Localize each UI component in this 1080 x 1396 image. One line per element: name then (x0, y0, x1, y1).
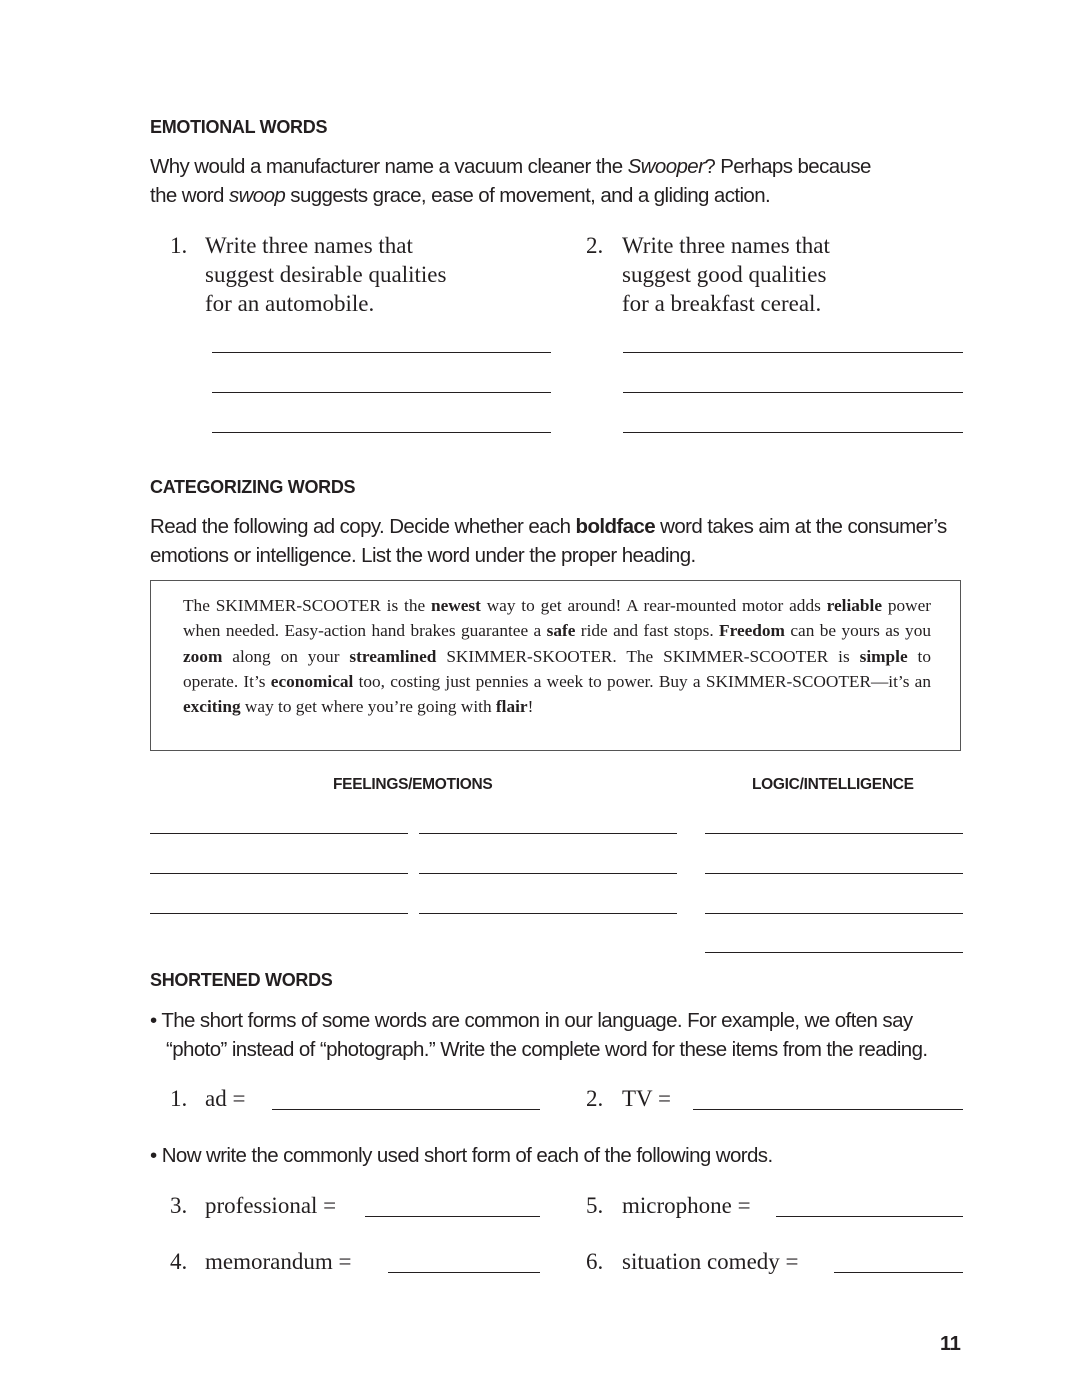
ad-boldface-word: flair (495, 697, 528, 717)
feelings-answer-line[interactable] (150, 833, 408, 834)
prompt-line: for a breakfast cereal. (622, 291, 822, 316)
intro-italic: Swooper (627, 155, 705, 178)
item-number: 2. (586, 233, 604, 258)
item-number: 1. (170, 1086, 188, 1111)
intro-text: Why would a manufacturer name a vacuum cleaner the (150, 155, 628, 178)
prompt-line: suggest good qualities (622, 262, 827, 287)
page-number: 11 (940, 1333, 961, 1355)
ad-text: SKIMMER-SKOOTER. The SKIMMER-SCOOTER is (436, 646, 860, 666)
item-number: 2. (586, 1086, 604, 1111)
categorizing-intro (150, 512, 980, 570)
prompt-line: Write three names that (622, 233, 830, 258)
ad-text: ride and fast stops. (575, 621, 720, 641)
ad-boldface-word: exciting (183, 697, 241, 717)
item-label: memorandum = (205, 1249, 352, 1274)
intro-text: word takes aim at the consumer’s (655, 515, 947, 538)
item-label: situation comedy = (622, 1249, 799, 1274)
ad-text: ! (527, 697, 534, 717)
prompt-line: suggest desirable qualities (205, 262, 447, 287)
item-label: TV = (622, 1086, 671, 1111)
intro-text: emotions or intelligence. List the word under the proper heading. (150, 544, 696, 567)
feelings-answer-line[interactable] (419, 913, 677, 914)
ad-boldface-word: newest (430, 596, 481, 615)
bullet-icon: • (150, 1144, 157, 1167)
bullet-text: Now write the commonly used short form of each of the following words. (161, 1144, 773, 1167)
ad-text: along on your (222, 646, 350, 666)
item-number: 4. (170, 1249, 188, 1274)
item-label: professional = (205, 1193, 337, 1218)
answer-line[interactable] (212, 352, 551, 353)
ad-text: to operate. It’s (183, 646, 931, 691)
ad-text: can be yours as you (784, 621, 931, 641)
ad-copy-text (183, 593, 931, 719)
section-heading-categorizing: CATEGORIZING WORDS (150, 477, 356, 497)
answer-line[interactable] (212, 392, 551, 393)
answer-line-ad[interactable] (272, 1109, 540, 1110)
ad-text: The SKIMMER-SCOOTER is the (183, 596, 431, 615)
ad-text: way to get around! A rear-mounted motor adds (480, 596, 827, 615)
item-number: 6. (586, 1249, 604, 1274)
answer-line-tv[interactable] (693, 1109, 963, 1110)
answer-line[interactable] (623, 432, 963, 433)
item-number: 3. (170, 1193, 188, 1218)
logic-answer-line[interactable] (705, 873, 963, 874)
intro-text: Read the following ad copy. Decide whether each (150, 515, 576, 538)
answer-line-professional[interactable] (365, 1216, 540, 1217)
logic-answer-line[interactable] (705, 913, 963, 914)
intro-bold: boldface (575, 515, 656, 538)
prompt-line: for an automobile. (205, 291, 375, 316)
ad-text: too, costing just pennies a week to power. Buy a SKIMMER-SCOOTER—it’s an (353, 671, 931, 691)
feelings-answer-line[interactable] (150, 913, 408, 914)
answer-line-memorandum[interactable] (388, 1272, 540, 1273)
column-heading-feelings: FEELINGS/EMOTIONS (333, 776, 493, 793)
ad-boldface-word: Freedom (719, 621, 785, 641)
intro-text: ? Perhaps because (704, 155, 871, 178)
answer-line[interactable] (623, 392, 963, 393)
item-number: 1. (170, 233, 188, 258)
item-label: microphone = (622, 1193, 751, 1218)
answer-line-microphone[interactable] (776, 1216, 963, 1217)
prompt-automobile (205, 231, 446, 318)
bullet-text: “photo” instead of “photograph.” Write the complete word for these items from the reading. (166, 1038, 928, 1061)
logic-answer-line[interactable] (705, 952, 963, 953)
intro-italic: swoop (228, 184, 286, 207)
item-label: ad = (205, 1086, 246, 1111)
ad-copy-box (150, 580, 961, 751)
ad-boldface-word: reliable (826, 596, 882, 615)
intro-text: suggests grace, ease of movement, and a gliding action. (285, 184, 771, 207)
answer-line[interactable] (212, 432, 551, 433)
bullet-text: The short forms of some words are common in our language. For example, we often say (161, 1009, 913, 1032)
item-number: 5. (586, 1193, 604, 1218)
ad-boldface-word: economical (270, 671, 354, 691)
ad-boldface-word: streamlined (349, 646, 437, 666)
ad-text: way to get where you’re going with (240, 697, 496, 717)
section-heading-shortened: SHORTENED WORDS (150, 970, 333, 990)
column-heading-logic: LOGIC/INTELLIGENCE (752, 776, 914, 793)
feelings-answer-line[interactable] (150, 873, 408, 874)
shortened-bullet-1 (150, 1006, 980, 1064)
logic-answer-line[interactable] (705, 833, 963, 834)
prompt-cereal (622, 231, 830, 318)
ad-text: power when needed. Easy-action hand brakes guarantee a (183, 596, 932, 641)
ad-boldface-word: zoom (183, 646, 223, 666)
ad-boldface-word: simple (859, 646, 908, 666)
answer-line[interactable] (623, 352, 963, 353)
intro-text: the word (150, 184, 229, 207)
section-heading-emotional: EMOTIONAL WORDS (150, 117, 328, 137)
shortened-bullet-2 (150, 1141, 980, 1170)
feelings-answer-line[interactable] (419, 833, 677, 834)
feelings-answer-line[interactable] (419, 873, 677, 874)
answer-line-sitcom[interactable] (834, 1272, 963, 1273)
bullet-icon: • (150, 1009, 157, 1032)
emotional-intro (150, 152, 950, 210)
prompt-line: Write three names that (205, 233, 413, 258)
ad-boldface-word: safe (546, 621, 576, 641)
